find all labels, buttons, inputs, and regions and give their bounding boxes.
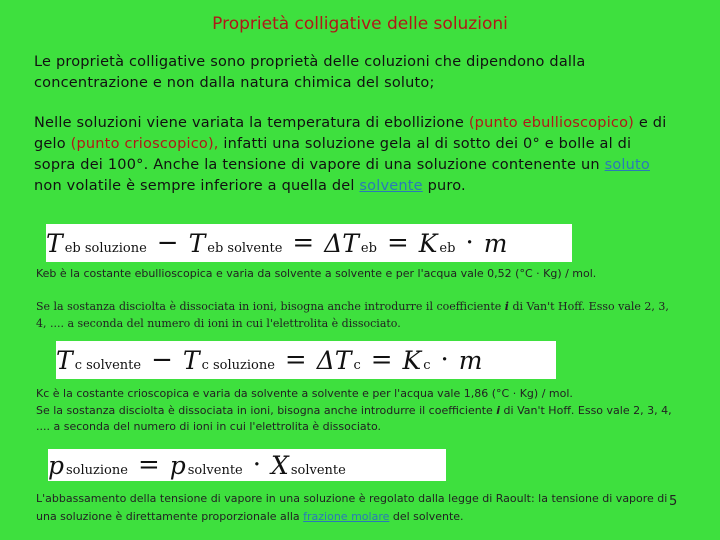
f2-equals-1: = — [284, 345, 307, 375]
f1-T-a: T — [46, 228, 63, 258]
f2-K: K — [402, 345, 422, 375]
f3-equals: = — [137, 450, 160, 480]
vant-hoff-note-2 — [36, 403, 676, 436]
f1-sub-c: eb — [360, 240, 377, 256]
f3-X: X — [271, 450, 289, 480]
f2-m: m — [458, 345, 483, 375]
para2-text-3: infatti una soluzione gela al di sotto dei 0° e bolle al di sopra dei 100°. Anche la tensione di vapore di una soluzione contenente un — [34, 136, 632, 173]
boiling-freezing-paragraph — [34, 113, 674, 197]
punto-ebullioscopico-link[interactable]: (punto ebullioscopico) — [468, 115, 635, 131]
vant-hoff-2-i: i — [496, 403, 501, 417]
kc-note-line: Kc è la costante crioscopica e varia da solvente a solvente e per l'acqua vale 1,86 (°C · Kg) / mol. — [36, 387, 573, 400]
raoult-text-2: del solvente. — [389, 509, 464, 523]
f3-sub-c: solvente — [290, 462, 346, 478]
f3-sub-a: soluzione — [66, 462, 128, 478]
f3-sub-b: solvente — [187, 462, 243, 478]
intro-paragraph: Le proprietà colligative sono proprietà delle coluzioni che dipendono dalla concentrazione e non dalla natura chimica del soluto; — [34, 54, 586, 91]
solvente-link[interactable]: solvente — [359, 178, 423, 194]
f1-delta-T: ΔT — [324, 228, 359, 258]
page-number: 5 — [669, 494, 678, 509]
f1-equals-2: = — [386, 228, 409, 258]
vant-hoff-2-text-b: di Van't Hoff. Esso vale 2, 3, 4, .... a seconda del numero di ioni in cui l'elettrolita è dissociato. — [36, 403, 672, 433]
f2-minus: − — [151, 345, 173, 375]
vant-hoff-1-text-b: di Van't Hoff. Esso vale 2, 3, 4, .... a seconda del numero di ioni in cui l'elettrolita è dissociato. — [36, 300, 669, 330]
frazione-molare-link[interactable]: frazione molare — [303, 509, 390, 523]
para2-text-2: e di gelo — [34, 115, 667, 152]
para2-text-4: non volatile è sempre inferiore a quella del — [34, 178, 360, 194]
kc-note — [36, 386, 676, 436]
para2-text-5: puro. — [422, 178, 466, 194]
f1-equals-1: = — [292, 228, 315, 258]
f2-delta-T: ΔT — [316, 345, 352, 375]
f2-sub-a: c solvente — [74, 357, 142, 373]
f2-dot: · — [440, 345, 449, 375]
soluto-link[interactable]: soluto — [604, 157, 650, 173]
f1-minus: − — [156, 228, 179, 258]
f1-sub-a: eb soluzione — [64, 240, 147, 256]
f3-dot: · — [252, 450, 262, 480]
vant-hoff-note-1 — [36, 298, 676, 332]
f1-m: m — [483, 228, 508, 258]
f2-equals-2: = — [370, 345, 393, 375]
raoult-text-1: L'abbassamento della tensione di vapore in una soluzione è regolato dalla legge di Raoult: la tensione di vapore di una soluzione è direttamente proporzionale alla — [36, 492, 668, 523]
f1-sub-d: eb — [439, 240, 456, 256]
f1-dot: · — [465, 228, 474, 258]
raoult-formula — [48, 449, 446, 481]
f2-T-a: T — [56, 345, 73, 375]
f2-sub-b: c soluzione — [201, 357, 275, 373]
f2-T-b: T — [182, 345, 200, 375]
f1-sub-b: eb solvente — [207, 240, 283, 256]
slide-title: Proprietà colligative delle soluzioni — [212, 14, 508, 34]
para2-text-1: Nelle soluzioni viene variata la temperatura di ebollizione — [34, 115, 469, 131]
f1-K: K — [418, 228, 438, 258]
punto-crioscopico-link[interactable]: (punto crioscopico), — [70, 136, 219, 152]
ebullioscopic-formula — [46, 224, 572, 262]
f2-sub-d: c — [423, 357, 431, 373]
vant-hoff-1-text-a: Se la sostanza disciolta è dissociata in ioni, bisogna anche introdurre il coefficiente — [36, 300, 505, 313]
f3-p-b: p — [169, 450, 186, 480]
f1-T-b: T — [188, 228, 206, 258]
raoult-law-text — [36, 490, 686, 525]
cryoscopic-formula — [56, 341, 556, 379]
f2-sub-c: c — [353, 357, 361, 373]
vant-hoff-2-text-a: Se la sostanza disciolta è dissociata in ioni, bisogna anche introdurre il coefficiente — [36, 403, 497, 417]
vant-hoff-1-i: i — [504, 300, 509, 313]
keb-note: Keb è la costante ebullioscopica e varia da solvente a solvente e per l'acqua vale 0,52 (°C · Kg) / mol. — [36, 267, 597, 280]
f3-p-a: p — [48, 450, 65, 480]
